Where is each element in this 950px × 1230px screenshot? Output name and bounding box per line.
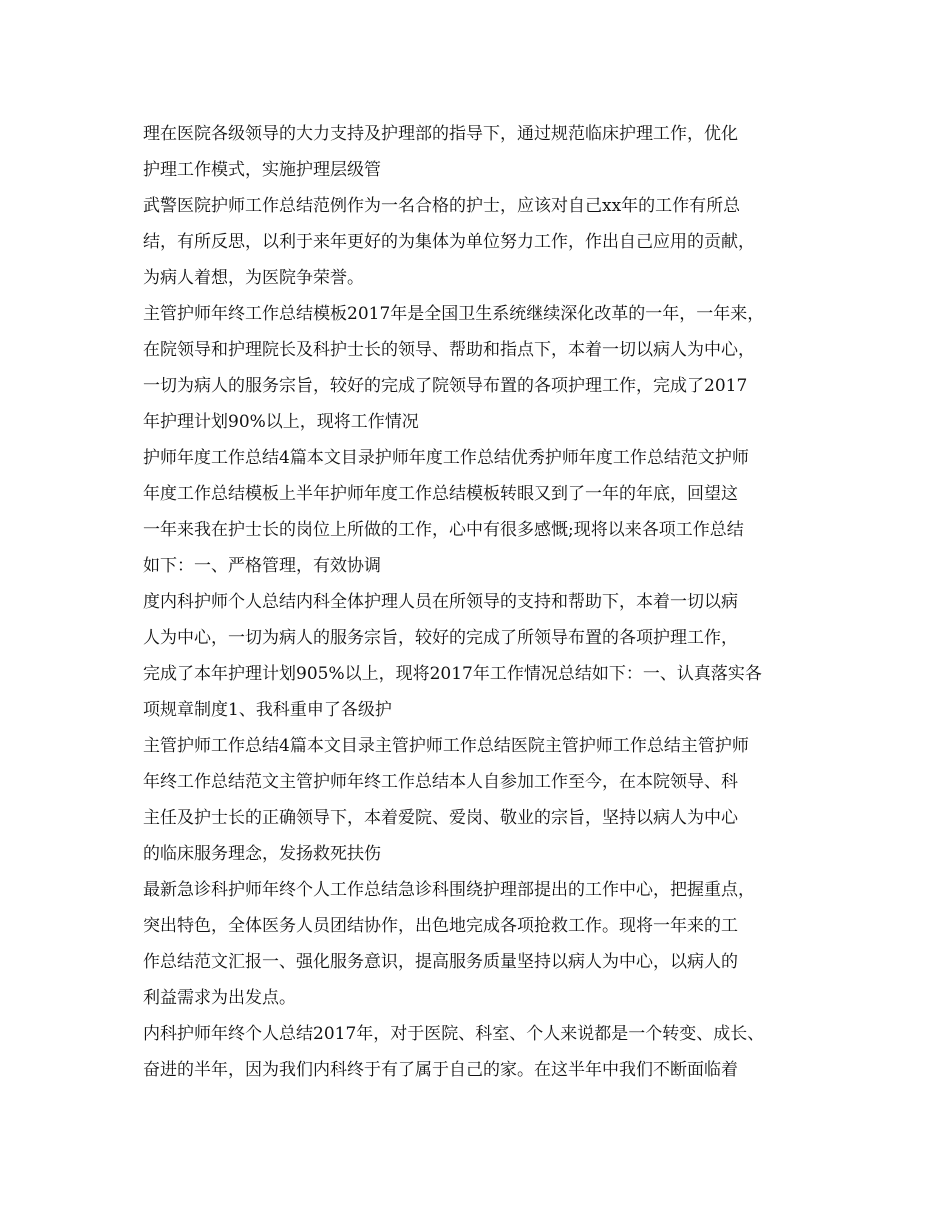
text-line: 奋进的半年，因为我们内科终于有了属于自己的家。在这半年中我们不断面临着 [143, 1060, 738, 1080]
text-line: 为病人着想，为医院争荣誉。 [143, 268, 364, 288]
text-line: 理在医院各级领导的大力支持及护理部的指导下，通过规范临床护理工作，优化 [143, 124, 738, 144]
text-line: 人为中心，一切为病人的服务宗旨，较好的完成了所领导布置的各项护理工作， [143, 628, 738, 648]
text-line: 度内科护师个人总结内科全体护理人员在所领导的支持和帮助下，本着一切以病 [143, 592, 738, 612]
text-line: 内科护师年终个人总结2017年，对于医院、科室、个人来说都是一个转变、成长、 [143, 1024, 765, 1044]
text-line: 主管护师工作总结4篇本文目录主管护师工作总结医院主管护师工作总结主管护师 [143, 736, 749, 756]
text-line: 年终工作总结范文主管护师年终工作总结本人自参加工作至今，在本院领导、科 [143, 772, 738, 792]
paragraph-1 [143, 116, 823, 188]
paragraph-6 [143, 728, 823, 872]
text-line: 项规章制度1、我科重申了各级护 [143, 700, 392, 720]
text-line: 年度工作总结模板上半年护师年度工作总结模板转眼又到了一年的年底，回望这 [143, 484, 738, 504]
text-line: 结，有所反思，以利于来年更好的为集体为单位努力工作，作出自己应用的贡献， [143, 232, 755, 252]
text-line: 突出特色，全体医务人员团结协作，出色地完成各项抢救工作。现将一年来的工 [143, 916, 738, 936]
text-line: 主任及护士长的正确领导下，本着爱院、爱岗、敬业的宗旨，坚持以病人为中心 [143, 808, 738, 828]
paragraph-7 [143, 872, 823, 1016]
document-body [143, 116, 823, 1088]
text-line: 在院领导和护理院长及科护士长的领导、帮助和指点下，本着一切以病人为中心， [143, 340, 755, 360]
text-line: 如下：一、严格管理，有效协调 [143, 556, 381, 576]
text-line: 作总结范文汇报一、强化服务意识，提高服务质量坚持以病人为中心，以病人的 [143, 952, 738, 972]
text-line: 护理工作模式，实施护理层级管 [143, 160, 381, 180]
text-line: 一年来我在护士长的岗位上所做的工作，心中有很多感慨;现将以来各项工作总结 [143, 520, 744, 540]
paragraph-4 [143, 440, 823, 584]
paragraph-2 [143, 188, 823, 296]
text-line: 年护理计划90%以上，现将工作情况 [143, 412, 419, 432]
paragraph-5 [143, 584, 823, 728]
text-line: 护师年度工作总结4篇本文目录护师年度工作总结优秀护师年度工作总结范文护师 [143, 448, 749, 468]
text-line: 的临床服务理念，发扬救死扶伤 [143, 844, 381, 864]
text-line: 完成了本年护理计划905%以上，现将2017年工作情况总结如下：一、认真落实各 [143, 664, 762, 684]
text-line: 最新急诊科护师年终个人工作总结急诊科围绕护理部提出的工作中心，把握重点， [143, 880, 755, 900]
text-line: 利益需求为出发点。 [143, 988, 296, 1008]
text-line: 主管护师年终工作总结模板2017年是全国卫生系统继续深化改革的一年，一年来， [143, 304, 765, 324]
paragraph-3 [143, 296, 823, 440]
paragraph-8 [143, 1016, 823, 1088]
text-line: 武警医院护师工作总结范例作为一名合格的护士，应该对自己xx年的工作有所总 [143, 196, 741, 216]
text-line: 一切为病人的服务宗旨，较好的完成了院领导布置的各项护理工作，完成了2017 [143, 376, 748, 396]
